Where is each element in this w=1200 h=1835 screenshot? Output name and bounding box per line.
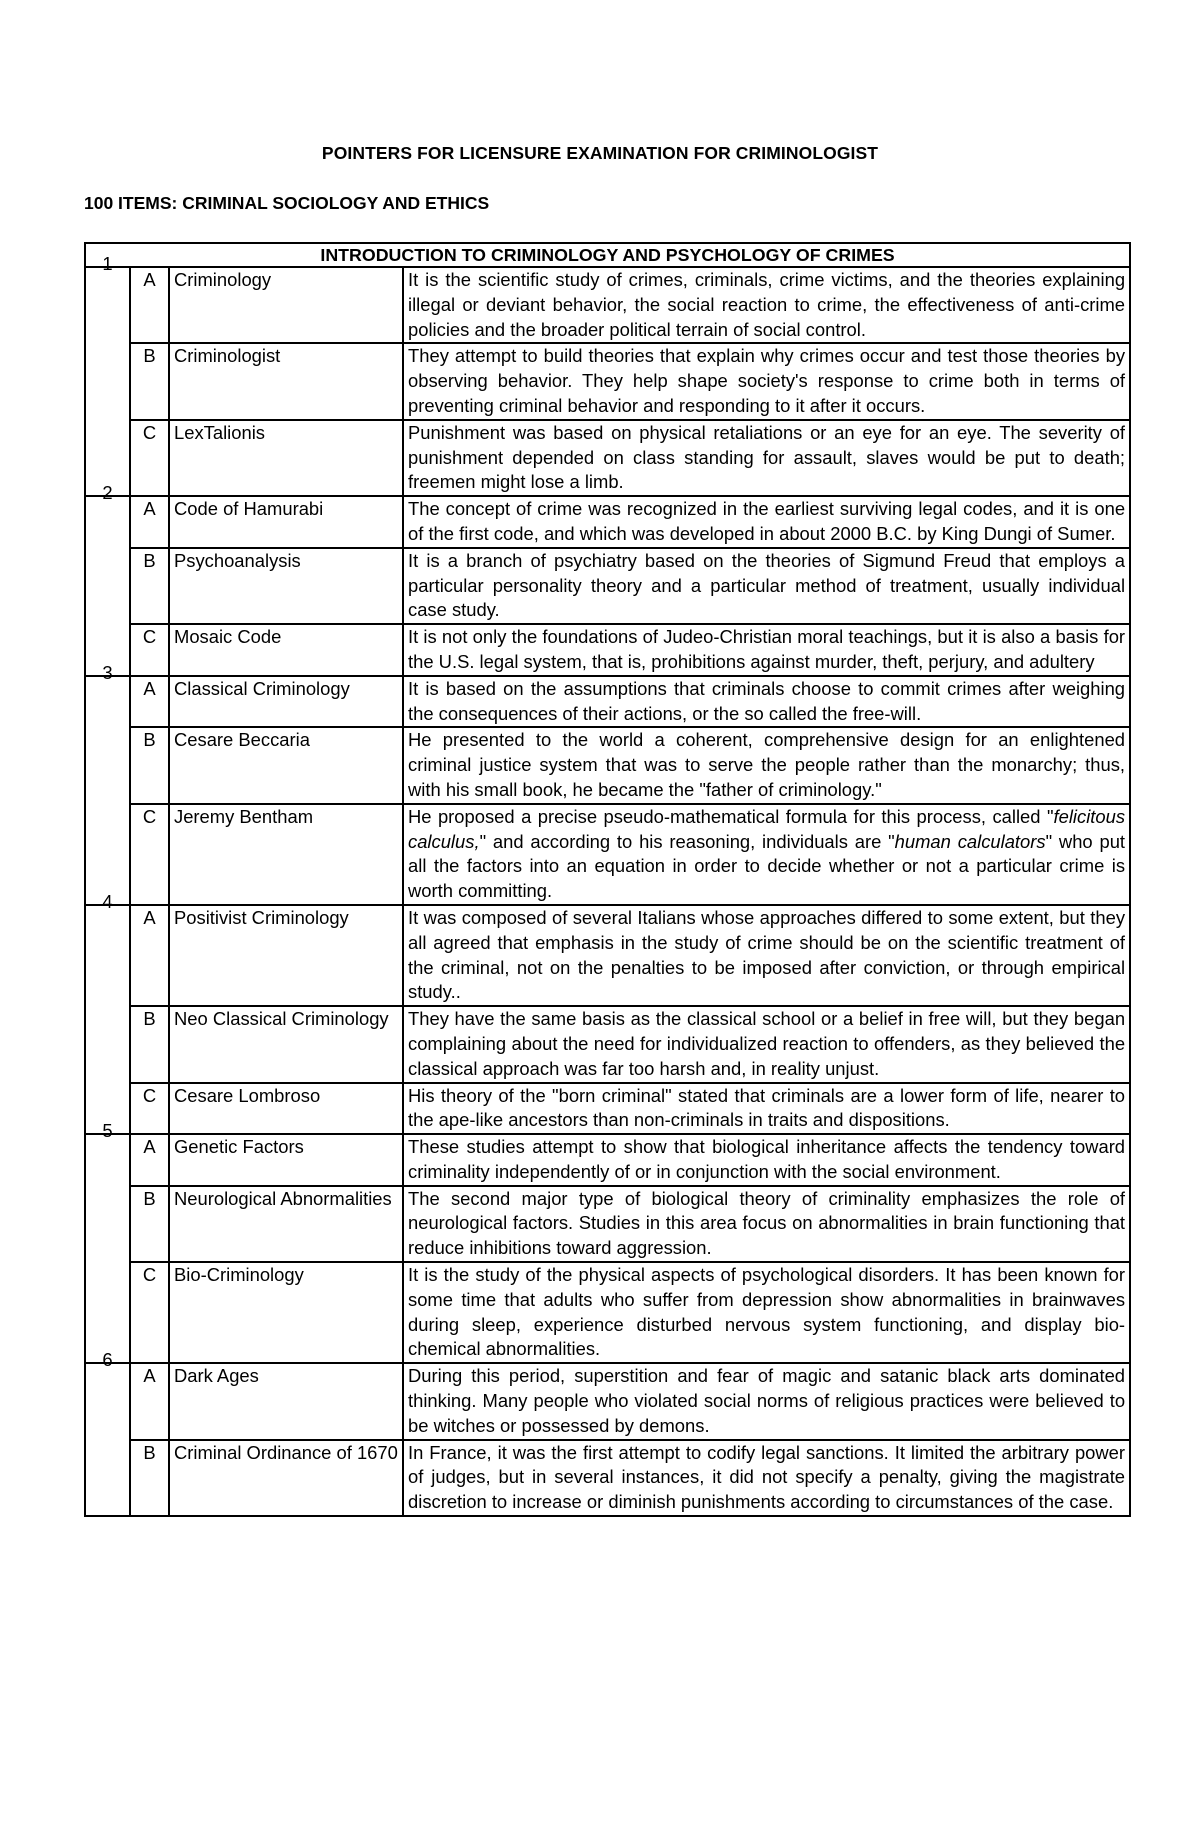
choice-letter: B [130,727,169,803]
table-row [85,1440,1130,1516]
choice-letter: A [130,676,169,728]
term-cell: Criminal Ordinance of 1670 [169,1440,403,1516]
term-cell: Psychoanalysis [169,548,403,624]
term-cell: Cesare Beccaria [169,727,403,803]
description-cell: The concept of crime was recognized in the earliest surviving legal codes, and it is one of the first code, and which was developed in about 2000 B.C. by King Dungi of Sumer. [403,496,1130,548]
term-cell: Criminology [169,267,403,343]
page-subtitle: 100 ITEMS: CRIMINAL SOCIOLOGY AND ETHICS [84,193,490,213]
choice-letter: A [130,1363,169,1439]
table-row [85,496,1130,548]
description-cell: They have the same basis as the classical school or a belief in free will, but they began complaining about the need for individualized reaction to offenders, as they believed the classical approach was far too harsh and, in reality unjust. [403,1006,1130,1082]
choice-letter: B [130,1440,169,1516]
item-number: 6 [85,1363,130,1516]
table-row [85,727,1130,803]
item-number: 3 [85,676,130,905]
term-cell: Mosaic Code [169,624,403,676]
choice-letter: B [130,343,169,419]
table-row [85,905,1130,1006]
table-row [85,624,1130,676]
term-cell: Jeremy Bentham [169,804,403,905]
choice-letter: A [130,905,169,1006]
description-cell: The second major type of biological theory of criminality emphasizes the role of neurological factors. Studies in this area focus on abnormalities in brain functioning that reduce inhibitions toward aggression. [403,1186,1130,1262]
description-cell: It is the scientific study of crimes, criminals, crime victims, and the theories explaining illegal or deviant behavior, the social reaction to crime, the effectiveness of anti-crime policies and the broader political terrain of social control. [403,267,1130,343]
term-cell: Cesare Lombroso [169,1083,403,1135]
table-row [85,343,1130,419]
term-cell: Neo Classical Criminology [169,1006,403,1082]
table-row [85,267,1130,343]
description-cell: In France, it was the first attempt to codify legal sanctions. It limited the arbitrary power of judges, but in several instances, it did not specify a penalty, giving the magistrate discretion to increase or diminish punishments according to circumstances of the case. [403,1440,1130,1516]
table-row [85,1006,1130,1082]
choice-letter: C [130,624,169,676]
term-cell: Positivist Criminology [169,905,403,1006]
item-number: 5 [85,1134,130,1363]
term-cell: Classical Criminology [169,676,403,728]
table-row [85,1186,1130,1262]
table-row [85,676,1130,728]
description-cell: They attempt to build theories that explain why crimes occur and test those theories by observing behavior. They help shape society's response to crime both in terms of preventing criminal behavior and responding to it after it occurs. [403,343,1130,419]
table-row [85,1134,1130,1186]
choice-letter: B [130,1006,169,1082]
description-cell: It is not only the foundations of Judeo-Christian moral teachings, but it is also a basis for the U.S. legal system, that is, prohibitions against murder, theft, perjury, and adultery [403,624,1130,676]
term-cell: Neurological Abnormalities [169,1186,403,1262]
description-cell: It is a branch of psychiatry based on the theories of Sigmund Freud that employs a particular personality theory and a particular method of treatment, usually individual case study. [403,548,1130,624]
term-cell: Code of Hamurabi [169,496,403,548]
choice-letter: B [130,1186,169,1262]
description-cell: It is based on the assumptions that criminals choose to commit crimes after weighing the consequences of their actions, or the so called the free-will. [403,676,1130,728]
table-heading: INTRODUCTION TO CRIMINOLOGY AND PSYCHOLOGY OF CRIMES [85,243,1130,267]
page-title: POINTERS FOR LICENSURE EXAMINATION FOR CRIMINOLOGIST [321,143,879,163]
item-number: 2 [85,496,130,676]
choice-letter: A [130,496,169,548]
table-row [85,1363,1130,1439]
item-number: 1 [85,267,130,496]
description-cell: He proposed a precise pseudo-mathematical formula for this process, called "felicitous calculus," and according to his reasoning, individuals are "human calculators" who put all the factors into an equation in order to decide whether or not a particular crime is worth committing. [403,804,1130,905]
choice-letter: C [130,1083,169,1135]
description-cell: Punishment was based on physical retaliations or an eye for an eye. The severity of punishment depended on class standing for assault, slaves would be put to death; freemen might lose a limb. [403,420,1130,496]
table-row [85,1083,1130,1135]
description-cell: It is the study of the physical aspects of psychological disorders. It has been known for some time that adults who suffer from depression show abnormalities in brainwaves during sleep, experience disturbed nervous system functioning, and display bio-chemical abnormalities. [403,1262,1130,1363]
description-cell: These studies attempt to show that biological inheritance affects the tendency toward criminality independently of or in conjunction with the social environment. [403,1134,1130,1186]
term-cell: Genetic Factors [169,1134,403,1186]
description-cell: His theory of the "born criminal" stated that criminals are a lower form of life, nearer to the ape-like ancestors than non-criminals in traits and dispositions. [403,1083,1130,1135]
term-cell: LexTalionis [169,420,403,496]
choice-letter: A [130,1134,169,1186]
table-row [85,1262,1130,1363]
table-row [85,804,1130,905]
table-row [85,548,1130,624]
choice-letter: A [130,267,169,343]
description-cell: It was composed of several Italians whose approaches differed to some extent, but they all agreed that emphasis in the study of crime should be on the scientific treatment of the criminal, not on the penalties to be imposed after conviction, or through empirical study.. [403,905,1130,1006]
choice-letter: C [130,804,169,905]
choice-letter: C [130,1262,169,1363]
term-cell: Criminologist [169,343,403,419]
choice-letter: B [130,548,169,624]
table-row [85,420,1130,496]
table-heading-row [85,243,1130,267]
term-cell: Bio-Criminology [169,1262,403,1363]
choice-letter: C [130,420,169,496]
item-number: 4 [85,905,130,1134]
description-cell: He presented to the world a coherent, comprehensive design for an enlightened criminal justice system that was to serve the people rather than the monarchy; thus, with his small book, he became the "father of criminology." [403,727,1130,803]
term-cell: Dark Ages [169,1363,403,1439]
criminology-table [84,242,1131,1517]
description-cell: During this period, superstition and fear of magic and satanic black arts dominated thinking. Many people who violated social norms of religious practices were believed to be witches or possessed by demons. [403,1363,1130,1439]
